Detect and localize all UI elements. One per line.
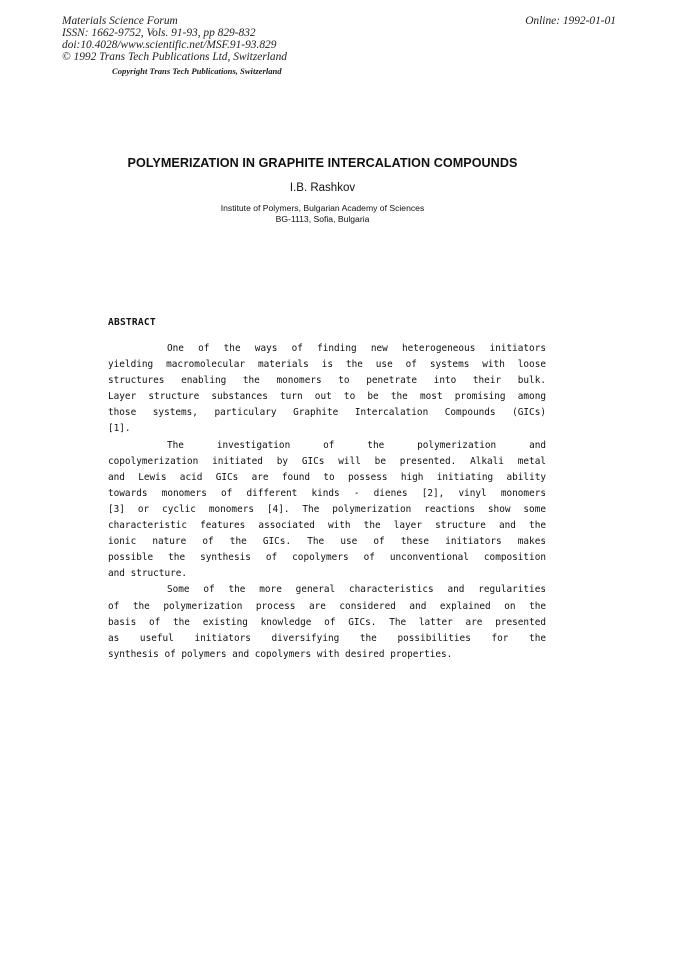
copyright-notice: Copyright Trans Tech Publications, Switzerland <box>112 66 282 76</box>
publisher-line: © 1992 Trans Tech Publications Ltd, Switzerland <box>62 51 287 63</box>
affiliation <box>0 203 645 225</box>
abstract-line: Some of the more general characteristics and regularities <box>167 584 546 596</box>
abstract-line: [1]. <box>108 423 131 435</box>
abstract-line: yielding macromolecular materials is the use of systems with loose <box>108 359 546 371</box>
affiliation-institute: Institute of Polymers, Bulgarian Academy of Sciences <box>220 203 425 213</box>
abstract-body <box>108 341 546 663</box>
abstract-line: towards monomers of different kinds - dienes [2], vinyl monomers <box>108 487 546 499</box>
abstract-line: as useful initiators diversifying the possibilities for the <box>108 632 546 644</box>
abstract-line: possible the synthesis of copolymers of unconventional composition <box>108 552 546 564</box>
online-date: Online: 1992-01-01 <box>525 15 616 27</box>
abstract-line: The investigation of the polymerization and <box>167 439 546 451</box>
abstract-line: those systems, particulary Graphite Intercalation Compounds (GICs) <box>108 407 546 419</box>
abstract-line: copolymerization initiated by GICs will be presented. Alkali metal <box>108 455 546 467</box>
abstract-line: Layer structure substances turn out to be the most promising among <box>108 391 546 403</box>
author-name: I.B. Rashkov <box>289 182 356 194</box>
publication-info <box>62 15 287 63</box>
abstract-line: of the polymerization process are considered and explained on the <box>108 600 546 612</box>
affiliation-address: BG-1113, Sofia, Bulgaria <box>275 214 370 224</box>
abstract-line: characteristic features associated with the layer structure and the <box>108 520 546 532</box>
abstract-heading: ABSTRACT <box>108 317 156 328</box>
doi-line: doi:10.4028/www.scientific.net/MSF.91-93.829 <box>62 39 277 51</box>
abstract-line: and Lewis acid GICs are found to possess high initiating ability <box>108 471 546 483</box>
abstract-line: One of the ways of finding new heterogeneous initiators <box>167 343 546 354</box>
abstract-line: ionic nature of the GICs. The use of these initiators makes <box>108 536 546 548</box>
abstract-line: and structure. <box>108 568 188 580</box>
journal-name: Materials Science Forum <box>62 15 178 27</box>
abstract-line: structures enabling the monomers to penetrate into their bulk. <box>108 375 546 387</box>
abstract-line: [3] or cyclic monomers [4]. The polymerization reactions show some <box>108 503 546 515</box>
abstract-line: basis of the existing knowledge of GICs. The latter are presented <box>108 616 546 628</box>
paper-title: POLYMERIZATION IN GRAPHITE INTERCALATION COMPOUNDS <box>127 156 518 170</box>
abstract-line: synthesis of polymers and copolymers with desired properties. <box>108 648 453 660</box>
issn-line: ISSN: 1662-9752, Vols. 91-93, pp 829-832 <box>62 27 256 39</box>
